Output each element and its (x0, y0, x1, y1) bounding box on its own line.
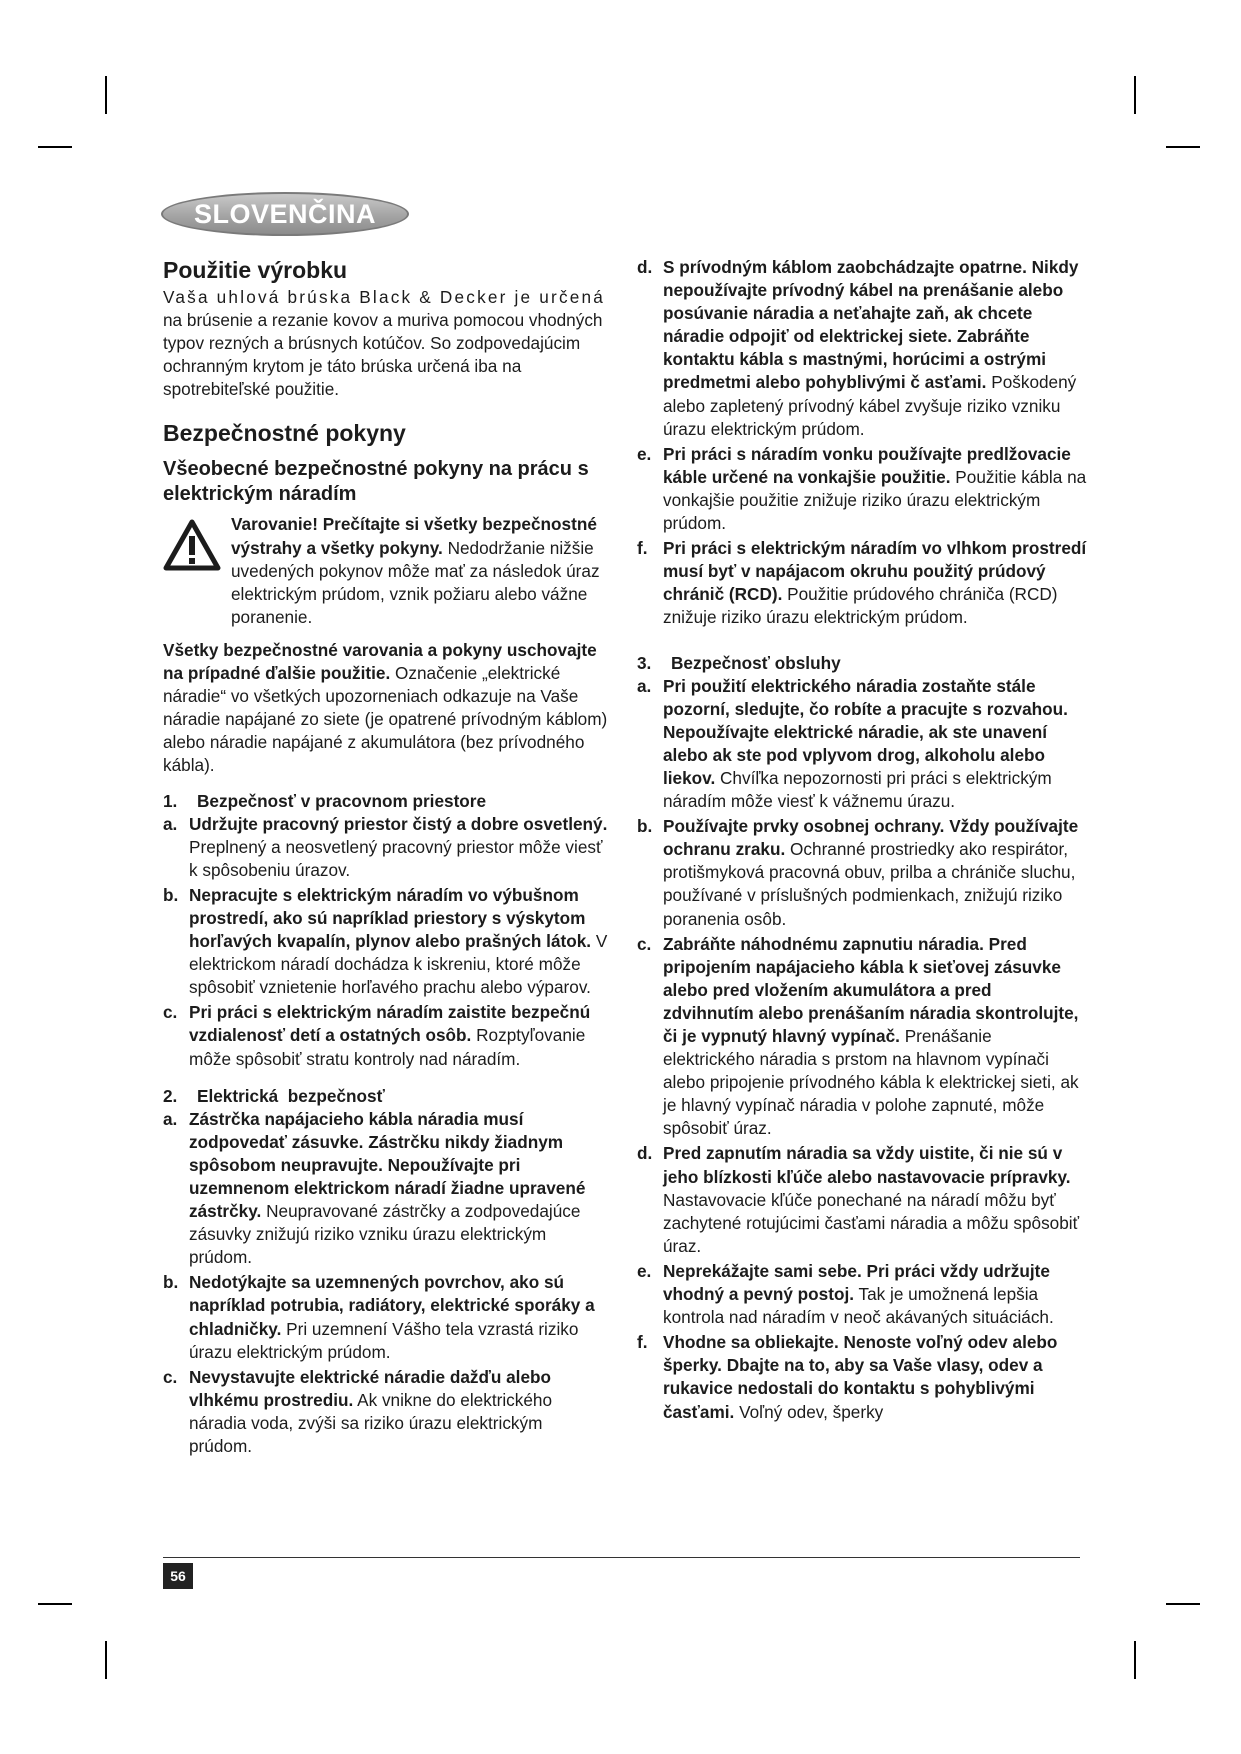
right-column (637, 256, 1087, 1426)
warning-triangle-icon (163, 513, 231, 628)
keep-text: Označenie „elektrické náradie“ vo všetkých upozorneniach odkazuje na Vaše náradie napájané zo siete (je opatrené prívodným káblom) alebo náradie napájané z akumulátora (bez prívodného kábla). (163, 663, 608, 776)
item-label: e. (637, 1260, 652, 1281)
left-column (163, 256, 608, 1460)
item-text: Poškodený alebo zapletený prívodný kábel zvyšuje riziko vzniku úrazu elektrickým prúdom. (663, 372, 1077, 439)
list-item (637, 1331, 1087, 1423)
list-item (163, 1001, 608, 1070)
list-item (163, 884, 608, 999)
keep-bold: Všetky bezpečnostné varovania a pokyny uschovajte na prípadné ďalšie použitie. (163, 639, 597, 684)
list-item (637, 815, 1087, 930)
item-label: a. (163, 1108, 178, 1129)
item-label: f. (637, 538, 648, 559)
usage-heading: Použitie výrobku (163, 257, 348, 283)
section-2-heading (163, 1085, 608, 1108)
section-title: Bezpečnosť v pracovnom priestore (197, 790, 487, 811)
item-bold: Vhodne sa obliekajte. Nenoste voľný odev alebo šperky. Dbajte na to, aby sa Vaše vlasy, odev a rukavice nedostali do kontaktu s pohyblivými časťami. (663, 1332, 1058, 1422)
warning-text: Nedodržanie nižšie uvedených pokynov môže mať za následok úraz elektrickým prúdom, vznik požiaru alebo vážne poranenie. (231, 537, 600, 627)
page-number: 56 (163, 1563, 193, 1589)
list-item (163, 1366, 608, 1458)
list-item (637, 1142, 1087, 1257)
item-text: Prenášanie elektrického náradia s prstom na hlavnom vypínači alebo pripojenie prívodného kábla k elektrickej sieti, ak je hlavný vypínač náradia v polohe zapnuté, môže spôsobiť úraz. (663, 1026, 1079, 1139)
section-3-heading (637, 652, 1087, 675)
crop-mark-bottom-right (1134, 1641, 1136, 1679)
item-label: e. (637, 443, 652, 464)
section-number: 3. (637, 652, 652, 673)
item-label: a. (163, 813, 178, 834)
general-heading: Všeobecné bezpečnostné pokyny na prácu s elektrickým náradím (163, 458, 589, 506)
item-bold: Zabráňte náhodnému zapnutiu náradia. Pred pripojením napájacieho kábla k sieťovej zásuvke alebo pred vložením akumulátora a pred zdvihnutím alebo prenášaním náradia skontrolujte, či je vypnutý hlavný vypínač. (663, 933, 1079, 1046)
warning-block (163, 513, 608, 628)
warning-bold: Varovanie! Prečítajte si všetky bezpečnostné výstrahy a všetky pokyny. (231, 514, 597, 558)
section-title: Bezpečnosť obsluhy (671, 652, 841, 673)
crop-mark-top-right (1134, 76, 1136, 114)
item-bold: S prívodným káblom zaobchádzajte opatrne. Nikdy nepoužívajte prívodný kábel na prenášanie alebo posúvanie náradia a neťahajte zaň, ak chcete náradie odpojiť od elektrickej siete. Zabráňte kontaktu kábla s mastnými, horúcimi a ostrými predmetmi alebo pohyblivými č asťami. (663, 257, 1079, 393)
item-label: c. (163, 1002, 178, 1023)
item-bold: Neprekážajte sami sebe. Pri práci vždy udržujte vhodný a pevný postoj. (663, 1260, 1050, 1305)
item-label: d. (637, 1143, 653, 1164)
item-label: d. (637, 257, 653, 277)
item-bold: Pri práci s elektrickým náradím vo vlhkom prostredí musí byť v napájacom okruhu použitý prúdový chránič (RCD). (663, 538, 1087, 605)
list-item (637, 675, 1087, 814)
list-item (637, 1260, 1087, 1329)
section-1-heading (163, 790, 608, 813)
item-text: Ochranné prostriedky ako respirátor, protišmyková pracovná obuv, prilba a chrániče sluchu, používané v príslušných podmienkach, znižujú riziko poranenia osôb. (663, 839, 1076, 929)
list-item (637, 256, 1087, 441)
item-label: a. (637, 675, 652, 696)
item-bold: Pri použití elektrického náradia zostaňte stále pozorní, sledujte, čo robíte a pracujte s rozvahou. Nepoužívajte elektrické náradie, ak ste unavení alebo ak ste pod vplyvom drog, alkoholu alebo liekov. (663, 675, 1068, 788)
crop-mark-top-right-h (1166, 146, 1200, 148)
list-item (637, 443, 1087, 535)
item-label: b. (163, 1272, 179, 1293)
list-item (163, 1271, 608, 1363)
section-number: 1. (163, 790, 178, 811)
list-item (163, 1108, 608, 1270)
language-badge (161, 192, 409, 236)
language-label: SLOVENČINA (193, 198, 377, 229)
item-text: Ak vnikne do elektrického náradia voda, zvýši sa riziko úrazu elektrickým prúdom. (189, 1389, 553, 1457)
usage-line1: Vaša uhlová brúska Black & Decker je určená (163, 287, 606, 307)
crop-mark-bottom-right-h (1166, 1603, 1200, 1605)
item-label: c. (637, 933, 652, 954)
item-bold: Zástrčka napájacieho kábla náradia musí zodpovedať zásuvke. Zástrčku nikdy žiadnym spôsobom neupravujte. Nepoužívajte pri uzemnenom elektrickom náradí žiadne upravené zástrčky. (189, 1108, 586, 1222)
section-number: 2. (163, 1085, 178, 1106)
keep-instructions (163, 639, 608, 778)
item-bold: Nevystavujte elektrické náradie dažďu alebo vlhkému prostrediu. (189, 1366, 551, 1410)
item-text: Pri uzemnení Vášho tela vzrastá riziko úrazu elektrickým prúdom. (189, 1318, 579, 1362)
item-bold: Nedotýkajte sa uzemnených povrchov, ako sú napríklad potrubia, radiátory, elektrické sporáky a chladničky. (189, 1272, 595, 1339)
item-text: Použitie prúdového chrániča (RCD) znižuje riziko úrazu elektrickým prúdom. (663, 584, 1058, 628)
item-text: Preplnený a neosvetlený pracovný priestor môže viesť k spôsobeniu úrazov. (189, 836, 603, 880)
crop-mark-top-left (105, 76, 107, 114)
item-bold: Pri práci s elektrickým náradím zaistite bezpečnú vzdialenosť detí a ostatných osôb. (189, 1002, 591, 1046)
item-text: Použitie kábla na vonkajšie použitie znižuje riziko úrazu elektrickým prúdom. (663, 466, 1087, 534)
item-text: Rozptyľovanie môže spôsobiť stratu kontroly nad náradím. (189, 1025, 586, 1069)
safety-heading: Bezpečnostné pokyny (163, 420, 406, 447)
item-text: Nastavovacie kľúče ponechané na náradí môžu byť zachytené rotujúcimi časťami náradia a môžu spôsobiť úraz. (663, 1189, 1080, 1256)
item-bold: Udržujte pracovný priestor čistý a dobre osvetlený. (189, 813, 608, 834)
item-text: Neupravované zástrčky a zodpovedajúce zásuvky znižujú riziko vzniku úrazu elektrickým prúdom. (189, 1201, 581, 1268)
item-bold: Pri práci s náradím vonku používajte predlžovacie káble určené na vonkajšie použitie. (663, 443, 1071, 487)
section-title: Elektrická bezpečnosť (197, 1085, 385, 1106)
item-bold: Pred zapnutím náradia sa vždy uistite, či nie sú v jeho blízkosti kľúče alebo nastavovacie prípravky. (663, 1143, 1071, 1187)
item-text: Voľný odev, šperky (739, 1401, 884, 1422)
list-item (163, 813, 608, 882)
item-bold: Používajte prvky osobnej ochrany. Vždy používajte ochranu zraku. (663, 816, 1079, 860)
item-bold: Nepracujte s elektrickým náradím vo výbušnom prostredí, ako sú napríklad priestory s výskytom horľavých kvapalín, plynov alebo prašných látok. (189, 884, 592, 952)
item-label: f. (637, 1332, 648, 1353)
item-text: V elektrickom náradí dochádza k iskreniu, ktoré môže spôsobiť vznietenie horľavého prachu alebo výparov. (189, 931, 608, 998)
item-label: c. (163, 1366, 178, 1387)
crop-mark-bottom-left-h (38, 1603, 72, 1605)
footer-rule (163, 1557, 1080, 1558)
crop-mark-bottom-left (105, 1641, 107, 1679)
item-text: Chvíľka nepozornosti pri práci s elektrickým náradím môže viesť k vážnemu úrazu. (663, 767, 1052, 812)
item-label: b. (637, 816, 653, 837)
item-text: Tak je umožnená lepšia kontrola nad náradím v neoč akávaných situáciách. (663, 1284, 1054, 1328)
usage-text: na brúsenie a rezanie kovov a muriva pomocou vhodných typov rezných a brúsnych kotúčov. So zodpovedajúcim ochranným krytom je táto brúska určená iba na spotrebiteľské použitie. (163, 310, 603, 400)
list-item (637, 933, 1087, 1141)
item-label: b. (163, 884, 179, 905)
crop-mark-top-left-h (38, 146, 72, 148)
list-item (637, 537, 1087, 629)
